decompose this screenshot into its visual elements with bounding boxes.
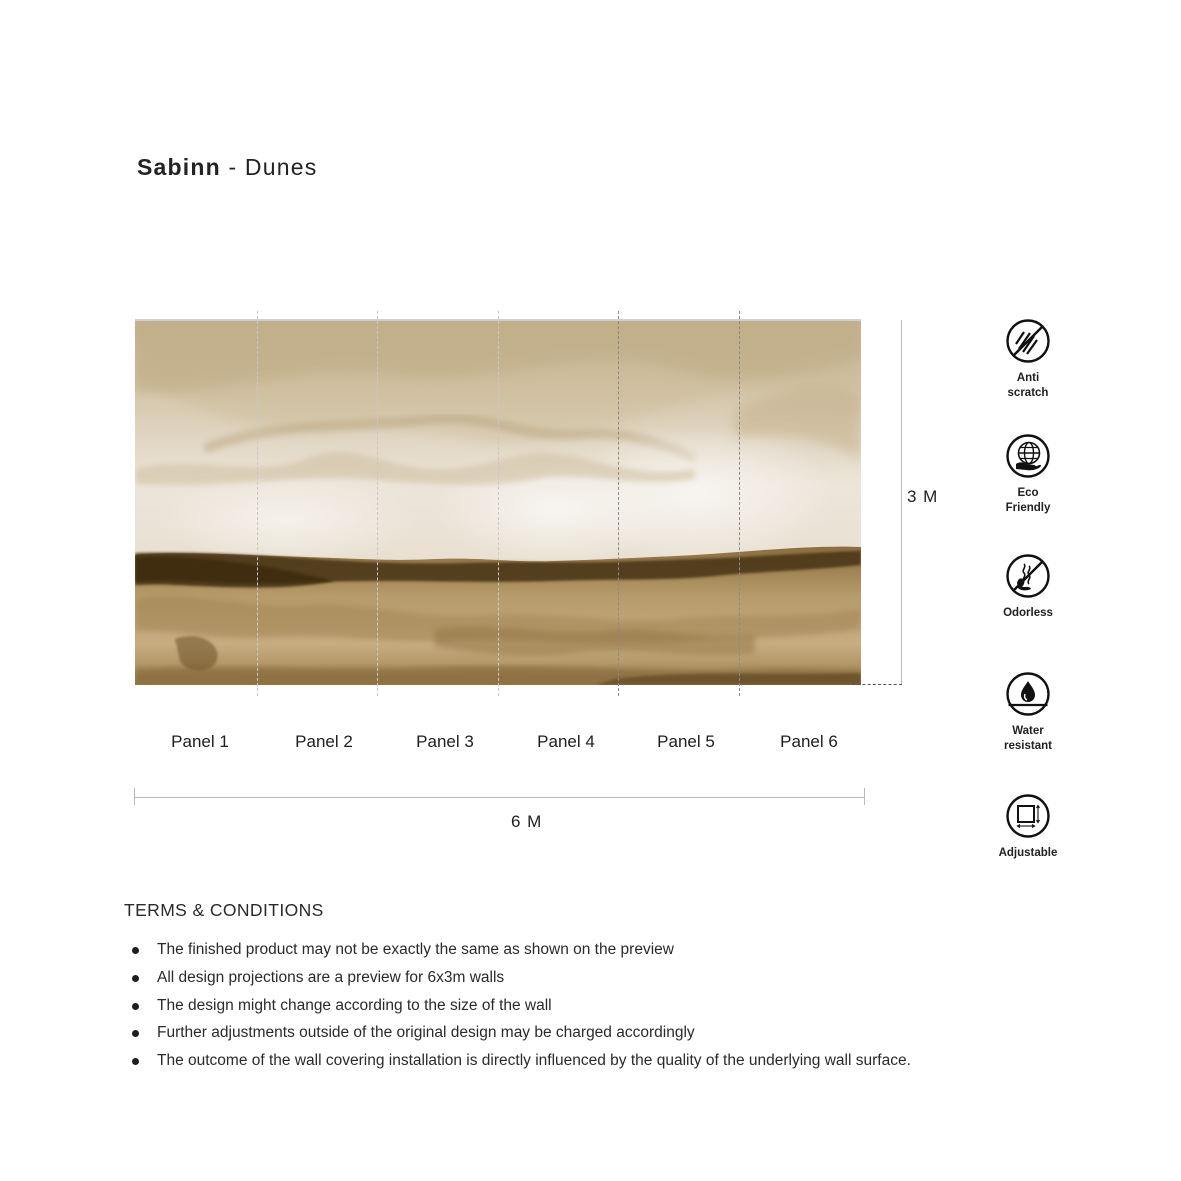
panel-divider — [257, 311, 258, 696]
feature-label: Anti scratch — [1007, 372, 1049, 399]
feature-odorless — [988, 554, 1068, 621]
title-separator: - — [228, 154, 238, 180]
page-title — [137, 154, 317, 181]
design-name: Dunes — [244, 154, 318, 180]
terms-item — [128, 938, 911, 966]
panel-label-4: Panel 4 — [537, 732, 595, 751]
width-dimension-tick-right — [864, 788, 865, 805]
bullet-icon — [132, 947, 139, 954]
panel-divider — [498, 311, 499, 696]
feature-label: Odorless — [1003, 607, 1053, 619]
width-dimension-tick-left — [134, 788, 135, 805]
height-dimension-baseline — [852, 684, 902, 685]
width-label: 6 M — [511, 812, 543, 831]
terms-item — [128, 994, 911, 1022]
feature-water-resistant — [988, 672, 1068, 754]
panel-label-6: Panel 6 — [780, 732, 838, 751]
terms-item-text: The design might change according to the size of the wall — [157, 996, 552, 1014]
bullet-icon — [132, 1003, 139, 1010]
eco-friendly-icon — [1006, 434, 1050, 478]
feature-eco-friendly — [988, 434, 1068, 516]
terms-item — [128, 966, 911, 994]
panel-divider — [739, 311, 740, 696]
bullet-icon — [132, 1058, 139, 1065]
panel-label-1: Panel 1 — [171, 732, 229, 751]
adjustable-icon — [1006, 794, 1050, 838]
panel-divider — [618, 311, 619, 696]
panel-divider — [377, 311, 378, 696]
feature-anti-scratch — [988, 319, 1068, 401]
panel-label-5: Panel 5 — [657, 732, 715, 751]
terms-item — [128, 1049, 911, 1077]
height-dimension-line — [901, 320, 902, 684]
feature-label: Adjustable — [998, 847, 1058, 859]
water-resistant-icon — [1006, 672, 1050, 716]
terms-heading: TERMS & CONDITIONS — [124, 900, 324, 920]
terms-item-text: All design projections are a preview for 6x3m walls — [157, 968, 505, 986]
bullet-icon — [132, 1030, 139, 1037]
panel-label-2: Panel 2 — [295, 732, 353, 751]
height-label: 3 M — [907, 487, 939, 506]
width-dimension-line — [135, 797, 865, 798]
terms-item-text: The finished product may not be exactly the same as shown on the preview — [157, 941, 674, 958]
panel-label-3: Panel 3 — [416, 732, 474, 751]
bullet-icon — [132, 975, 139, 982]
feature-adjustable — [988, 794, 1068, 861]
terms-item-text: Further adjustments outside of the original design may be charged accordingly — [157, 1024, 695, 1042]
feature-label: Water resistant — [1004, 725, 1052, 752]
terms-list — [128, 938, 911, 1077]
brand-name: Sabinn — [137, 154, 221, 180]
odorless-icon — [1006, 554, 1050, 598]
terms-item-text: The outcome of the wall covering installation is directly influenced by the quality of the underlying wall surface. — [157, 1052, 911, 1070]
anti-scratch-icon — [1006, 319, 1050, 363]
feature-label: Eco Friendly — [1005, 487, 1051, 514]
terms-item — [128, 1021, 911, 1049]
